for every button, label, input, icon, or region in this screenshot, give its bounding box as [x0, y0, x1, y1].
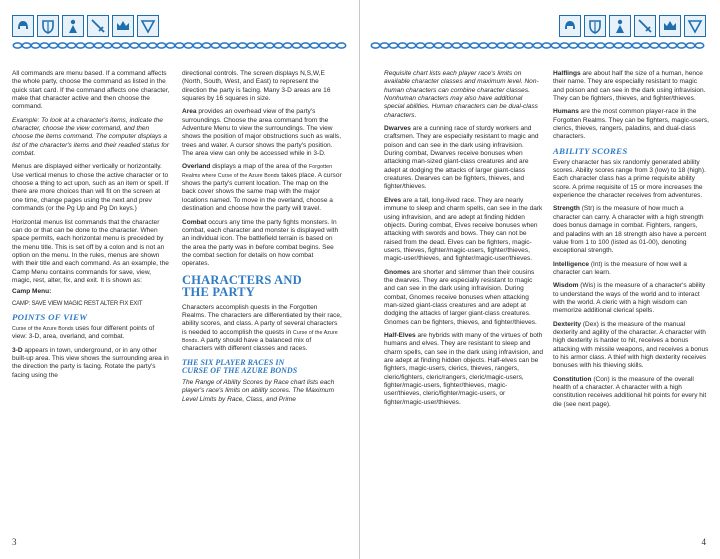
chain-link — [40, 43, 48, 48]
smallcaps-title: Curse of the Azure Bonds — [12, 325, 74, 332]
text: (Int) is the measure of how well a character can learn. — [553, 260, 687, 276]
text: provides an overhead view of the party's surroundings. Choose the area command from the Adventure Menu to view the surroundings. The view shows the position of major obstructions such as walls, trees and water. A cursor shows the party's position. The area view can only be accessed while in 3-D. — [182, 108, 342, 158]
paragraph — [553, 376, 709, 409]
text: (Con) is the measure of the overall health of a character. A character with a high constitution receives additional hit points for every hit die (see next page). — [553, 375, 707, 408]
helmet-icon — [559, 15, 581, 37]
term-gnomes: Gnomes — [384, 268, 411, 276]
paragraph — [384, 269, 544, 327]
text: appears in town, underground, or in any other built-up area. This view shows the surrounding area in the direction the party is facing. Rotate the party's facing using the — [12, 346, 169, 379]
paragraph — [182, 304, 342, 354]
chain-link — [668, 43, 676, 48]
text: . A party should have a balanced mix of characters with different classes and races. — [182, 336, 312, 353]
chain-link — [202, 43, 210, 48]
chain-link — [310, 43, 318, 48]
text: are the most common player-race in the Forgotten Realms. They can be fighters, magic-users, clerics, thieves, rangers, paladins, and dual-class characters. — [553, 108, 709, 141]
chain-link — [337, 43, 345, 48]
term-constitution: Constitution — [553, 375, 592, 383]
paragraph — [384, 197, 544, 264]
chain-link — [193, 43, 201, 48]
chain-link — [686, 43, 694, 48]
term-overland: Overland — [182, 163, 211, 171]
paragraph: Horizontal menus list commands that the character can do or that can be done to the character. When space permits, each horizontal menu is preceded by the menu title. This is set off by a colon and is not an option on the menu. In the rules, menus are shown with their title and each command. As an example, the Camp Menu contains commands for save, view, magic, rest, alter, fix, and exit. It is shown as: — [12, 218, 169, 284]
paragraph — [553, 261, 709, 278]
paragraph: directional controls. The screen displays N,S,W,E (North, South, West, and East) to represent the direction the party is facing. Many 3-D areas are 16 squares by 16 squares in size. — [182, 70, 331, 103]
sword-icon — [87, 15, 109, 37]
chain-link — [569, 43, 577, 48]
chain-link — [434, 43, 442, 48]
paragraph: Every character has six randomly generated ability scores. Ability scores range from 3 (low) to 18 (high). Each character class has a prime requisite ability score. A prime requisite of 15 or more increases the experience the character receives from adventures. — [553, 158, 706, 200]
paragraph — [12, 325, 170, 342]
chain-link — [112, 43, 120, 48]
crown-icon — [112, 15, 134, 37]
page-number: 3 — [12, 537, 17, 547]
term-strength: Strength — [553, 205, 580, 213]
chain-border — [370, 41, 708, 50]
chain-link — [265, 43, 273, 48]
text: (Dex) is the measure of the manual dexterity and agility of the character. A character with high dexterity is harder to hit, receives a bonus attacking with missile weapons, and receives a bonus to his armor class. A thief with high dexterity receives bonuses with his thieving skills. — [553, 320, 709, 370]
chain-link — [22, 43, 30, 48]
example-text: Example: To look at a character's items, indicate the character, choose the view command, and then choose the items command. The computer displays a list of the character's items and their readied status for combat. — [12, 116, 169, 158]
paragraph — [12, 347, 170, 380]
text: Characters accomplish quests in the Forgotten Realms. The characters are differentiated by their race, ability scores, and class. A party of several characters is needed to accomplish the quests in — [182, 303, 342, 336]
crown-icon — [659, 15, 681, 37]
chain-border — [12, 41, 350, 50]
heading-player-races — [182, 359, 342, 376]
text: are about half the size of a human, hence their name. They are especially resistant to magic and poison and can see in the dark using infravision. They can be fighters, thieves, and fighter/thieves. — [553, 70, 706, 103]
chain-link — [67, 43, 75, 48]
term-halflings: Halflings — [553, 70, 581, 77]
figure-icon — [62, 15, 84, 37]
text: are shorter and slimmer than their cousins the dwarves. They are especially resistant to magic and can see in the dark using infravision. During combat, Gnomes receive bonuses when attacking man-sized giant-class creatures and are adept at dodging the attacks of larger giant-class creatures. Gnomes can be fighters, thieves, and fighter/thieves. — [384, 268, 537, 326]
text: are a tall, long-lived race. They are nearly immune to sleep and charm spells, can see in the dark using infravision, and are adept at finding hidden objects. During combat, Elves receive bonuses when attacking with swords and bows. They can not be raised from the dead. Elves can be fighters, magic-users, thieves, fighter/magic-users, fighter/thieves, magic-user/thieves, and fighter/magic-user/thieves. — [384, 196, 543, 263]
chain-link — [479, 43, 487, 48]
right-page — [360, 0, 720, 559]
chain-link — [238, 43, 246, 48]
text: (Str) is the measure of how much a character can carry. A character with a high strength does bonus damage in combat. Fighters, rangers, and paladins with an 18 strength also have a percent value from 1 to 100 (listed as 01-00), denoting exceptional strength. — [553, 205, 707, 255]
chain-link — [85, 43, 93, 48]
triangle-icon — [684, 15, 706, 37]
chain-link — [130, 43, 138, 48]
smallcaps-title: Forgotten Realms where Curse of the Azure Bonds — [182, 164, 333, 179]
heading-points-of-view: POINTS OF VIEW — [12, 311, 88, 322]
chain-link — [497, 43, 505, 48]
chain-link — [166, 43, 174, 48]
chain-link — [443, 43, 451, 48]
chain-link — [488, 43, 496, 48]
right-column-2 — [553, 70, 709, 414]
chain-link — [220, 43, 228, 48]
chain-link — [274, 43, 282, 48]
figure-icon — [609, 15, 631, 37]
chain-link — [596, 43, 604, 48]
chain-link — [677, 43, 685, 48]
chain-link — [184, 43, 192, 48]
heading-ability-scores: ABILITY SCORES — [553, 145, 628, 156]
chain-link — [470, 43, 478, 48]
chain-link — [94, 43, 102, 48]
text: are a cunning race of sturdy workers and craftsmen. They are especially resistant to magic and poison and can see in the dark using infravision. During combat, Dwarves receive bonuses when attacking man-sized giant-class creatures and are adept at dodging the attacks of larger giant-class creatures. Dwarves can be fighters, thieves, and fighter/thieves. — [384, 125, 539, 191]
chain-link — [407, 43, 415, 48]
chain-link — [515, 43, 523, 48]
chain-link — [461, 43, 469, 48]
text: occurs any time the party fights monsters. In combat, each character and monster is displayed with an individual icon. The battlefield terrain is based on the area the party was in before combat begins. See the combat section for details on how combat operates. — [182, 218, 339, 268]
chain-link — [328, 43, 336, 48]
term-wisdom: Wisdom — [553, 282, 579, 290]
chain-link — [148, 43, 156, 48]
chain-link — [641, 43, 649, 48]
chain-link — [319, 43, 327, 48]
term-humans: Humans — [553, 108, 579, 116]
text: takes place. A cursor shows the party's current location. The map on the back cover shows the same map with the major locations named. To move in the overland, choose a destination and choose how the party will travel. — [182, 171, 342, 213]
chain-link — [560, 43, 568, 48]
chain-link — [650, 43, 658, 48]
chain-link — [76, 43, 84, 48]
chain-link — [551, 43, 559, 48]
chain-link — [578, 43, 586, 48]
paragraph: Menus are displayed either vertically or horizontally. Use vertical menus to chose the active character or to choose a thing to act upon, such as an item or spell. If there are more choices than will fit on the screen at one time, change pages using the next and prev commands (or the Pg Up and Pg Dn keys.) — [12, 163, 169, 213]
page-number: 4 — [701, 537, 706, 547]
left-column-2 — [182, 70, 342, 409]
chain-link — [623, 43, 631, 48]
paragraph — [553, 321, 709, 371]
sword-icon — [634, 15, 656, 37]
heading-line: CURSE OF THE AZURE BONDS — [182, 366, 298, 376]
chain-link — [425, 43, 433, 48]
helmet-icon — [12, 15, 34, 37]
camp-menu-list: CAMP: SAVE VIEW MAGIC REST ALTER FIX EXIT — [12, 300, 143, 307]
paragraph — [182, 108, 342, 158]
term-combat: Combat — [182, 218, 207, 226]
chain-link — [542, 43, 550, 48]
paragraph: Requisite chart lists each player race's limits on available character classes and maximum level. Non-human characters can combine character classes. Nonhuman characters may also have additional special abilities. Human characters can be dual-class characters. — [384, 70, 539, 119]
chain-link — [31, 43, 39, 48]
chain-link — [632, 43, 640, 48]
term-3d: 3-D — [12, 346, 23, 354]
camp-menu-title: Camp Menu: — [12, 288, 52, 296]
chain-link — [371, 43, 379, 48]
chain-link — [659, 43, 667, 48]
text: (Wis) is the measure of a character's ability to understand the ways of the world and to interact with the world. A cleric with a high wisdom can memorize additional clerical spells. — [553, 282, 706, 315]
term-dexterity: Dexterity — [553, 320, 582, 328]
paragraph — [553, 282, 709, 315]
paragraph — [384, 125, 544, 192]
shield-icon — [584, 15, 606, 37]
chain-link — [211, 43, 219, 48]
paragraph — [553, 205, 709, 255]
chain-link — [256, 43, 264, 48]
text: are hybrids with many of the virtues of both humans and elves. They are resistant to sleep and charm spells, can see in the dark using infravision, and are adept at finding hidden objects. Half-elves can be fighters, magic-users, clerics, thieves, rangers, cleric/fighters, cleric/rangers, cleric/magic-users, fighter/magic-users, fighter/thieves, magic-user/thieves, cleric/fighter/magic-users, or fighter/magic-user/thieves. — [384, 331, 544, 406]
chain-link — [695, 43, 703, 48]
chain-link — [524, 43, 532, 48]
chain-link — [229, 43, 237, 48]
paragraph — [182, 219, 342, 269]
chain-link — [416, 43, 424, 48]
chain-link — [389, 43, 397, 48]
text: displays a map of the area of the — [210, 163, 310, 171]
chain-link — [175, 43, 183, 48]
chain-link — [121, 43, 129, 48]
term-dwarves: Dwarves — [384, 125, 411, 133]
heading-characters-party — [182, 274, 342, 298]
chain-link — [506, 43, 514, 48]
paragraph — [384, 332, 544, 407]
term-intelligence: Intelligence — [553, 260, 590, 268]
chain-link — [103, 43, 111, 48]
paragraph — [553, 108, 709, 141]
chain-link — [587, 43, 595, 48]
chain-link — [398, 43, 406, 48]
term-elves: Elves — [384, 196, 402, 204]
paragraph — [182, 163, 342, 213]
chain-link — [292, 43, 300, 48]
chain-link — [605, 43, 613, 48]
heading-line: THE PARTY — [182, 284, 256, 299]
heading-line: THE SIX PLAYER RACES IN — [182, 357, 285, 367]
chain-link — [139, 43, 147, 48]
smallcaps-title: Curse of the Azure Bonds — [182, 329, 338, 344]
left-column-1 — [12, 70, 170, 385]
heading-line: CHARACTERS AND — [182, 272, 302, 287]
chain-link — [13, 43, 21, 48]
right-column-1 — [384, 70, 544, 412]
chain-link — [301, 43, 309, 48]
paragraph — [553, 70, 709, 103]
chain-link — [247, 43, 255, 48]
chain-link — [452, 43, 460, 48]
chain-link — [58, 43, 66, 48]
chain-link — [283, 43, 291, 48]
chain-link — [157, 43, 165, 48]
term-half-elves: Half-Elves — [384, 331, 416, 339]
chain-link — [380, 43, 388, 48]
text: uses four different points of view: 3-D, area, overland, and combat. — [12, 324, 155, 341]
chain-link — [49, 43, 57, 48]
chain-link — [614, 43, 622, 48]
paragraph: The Range of Ability Scores by Race chart lists each player's race's limits on ability scores. The Maximum Level Limits by Race, Class, and Prime — [182, 378, 335, 403]
term-area: Area — [182, 108, 197, 116]
triangle-icon — [137, 15, 159, 37]
paragraph: All commands are menu based. If a command affects the whole party, choose the command as listed in the quick start card. If the command affects one character, make that character active and then choose the command. — [12, 70, 170, 111]
chain-link — [533, 43, 541, 48]
shield-icon — [37, 15, 59, 37]
